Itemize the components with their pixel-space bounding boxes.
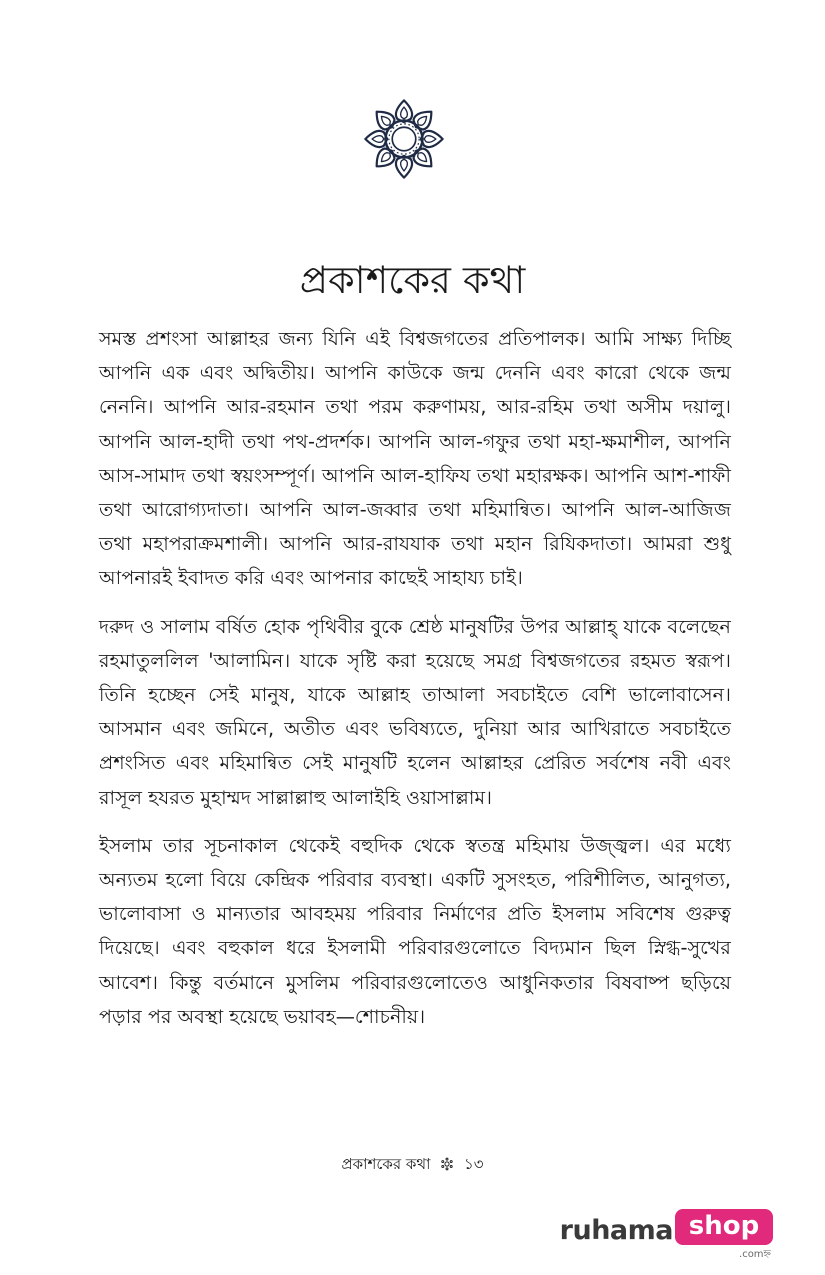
page-number: ১৩	[464, 1155, 484, 1173]
paragraph: ইসলাম তার সূচনাকাল থেকেই বহুদিক থেকে স্বতন্ত্র মহিমায় উজ্জ্বল। এর মধ্যে অন্যতম হলো বিয়ে কেন্দ্রিক পরিবার ব্যবস্থা। একটি সুসংহত, পরিশীলিত, আনুগত্য, ভালোবাসা ও মান্যতার আবহময় পরিবার নির্মাণের প্রতি ইসলাম সবিশেষ গুরুত্ব দিয়েছে। এবং বহুকাল ধরে ইসলামী পরিবারগুলোতে বিদ্যমান ছিল স্নিগ্ধ-সুখের আবেশ। কিন্তু বর্তমানে মুসলিম পরিবারগুলোতেও আধুনিকতার বিষবাষ্প ছড়িয়ে পড়ার পর অবস্থা হয়েছে ভয়াবহ—শোচনীয়।	[99, 833, 731, 1028]
logo-brand-highlight: shop	[675, 1209, 773, 1245]
watermark-logo	[543, 1207, 773, 1263]
paragraph: সমস্ত প্রশংসা আল্লাহর জন্য যিনি এই বিশ্বজগতের প্রতিপালক। আমি সাক্ষ্য দিচ্ছি আপনি এক এবং অদ্বিতীয়। আপনি কাউকে জন্ম দেননি এবং কারো থেকে জন্ম নেননি। আপনি আর-রহমান তথা পরম করুণাময়, আর-রহিম তথা অসীম দয়ালু। আপনি আল-হাদী তথা পথ-প্রদর্শক। আপনি আল-গফুর তথা মহা-ক্ষমাশীল, আপনি আস-সামাদ তথা স্বয়ংসম্পূর্ণ। আপনি আল-হাফিয তথা মহারক্ষক। আপনি আশ-শাফী তথা আরোগ্যদাতা। আপনি আল-জব্বার তথা মহিমান্বিত। আপনি আল-আজিজ তথা মহাপরাক্রমশালী। আপনি আর-রাযযাক তথা মহান রিযিকদাতা। আমরা শুধু আপনারই ইবাদত করি এবং আপনার কাছেই সাহায্য চাই।	[99, 327, 731, 590]
paragraph: দরুদ ও সালাম বর্ষিত হোক পৃথিবীর বুকে শ্রেষ্ঠ মানুষটির উপর আল্লাহ্ যাকে বলেছেন রহমাতুললিল 'আলামিন। যাকে সৃষ্টি করা হয়েছে সমগ্র বিশ্বজগতের রহমত স্বরূপ। তিনি হচ্ছেন সেই মানুষ, যাকে আল্লাহ তাআলা সবচাইতে বেশি ভালোবাসেন। আসমান এবং জমিনে, অতীত এবং ভবিষ্যতে, দুনিয়া আর আখিরাতে সবচাইতে প্রশংসিত এবং মহিমান্বিত সেই মানুষটি হলেন আল্লাহর প্রেরিত সর্বশেষ নবী এবং রাসূল হযরত মুহাম্মদ সাল্লাল্লাহু আলাইহি ওয়াসাল্লাম।	[99, 614, 731, 809]
body-text	[99, 322, 731, 1048]
page-title: প্রকাশকের কথা	[299, 258, 526, 302]
logo-domain: .comহ্ন	[739, 1249, 771, 1260]
flower-ornament-icon	[440, 1157, 454, 1171]
lotus-ornament-icon	[362, 97, 446, 181]
logo-brand: ruhama	[559, 1215, 673, 1246]
running-title: প্রকাশকের কথা	[341, 1155, 431, 1173]
page-footer	[0, 1152, 825, 1176]
